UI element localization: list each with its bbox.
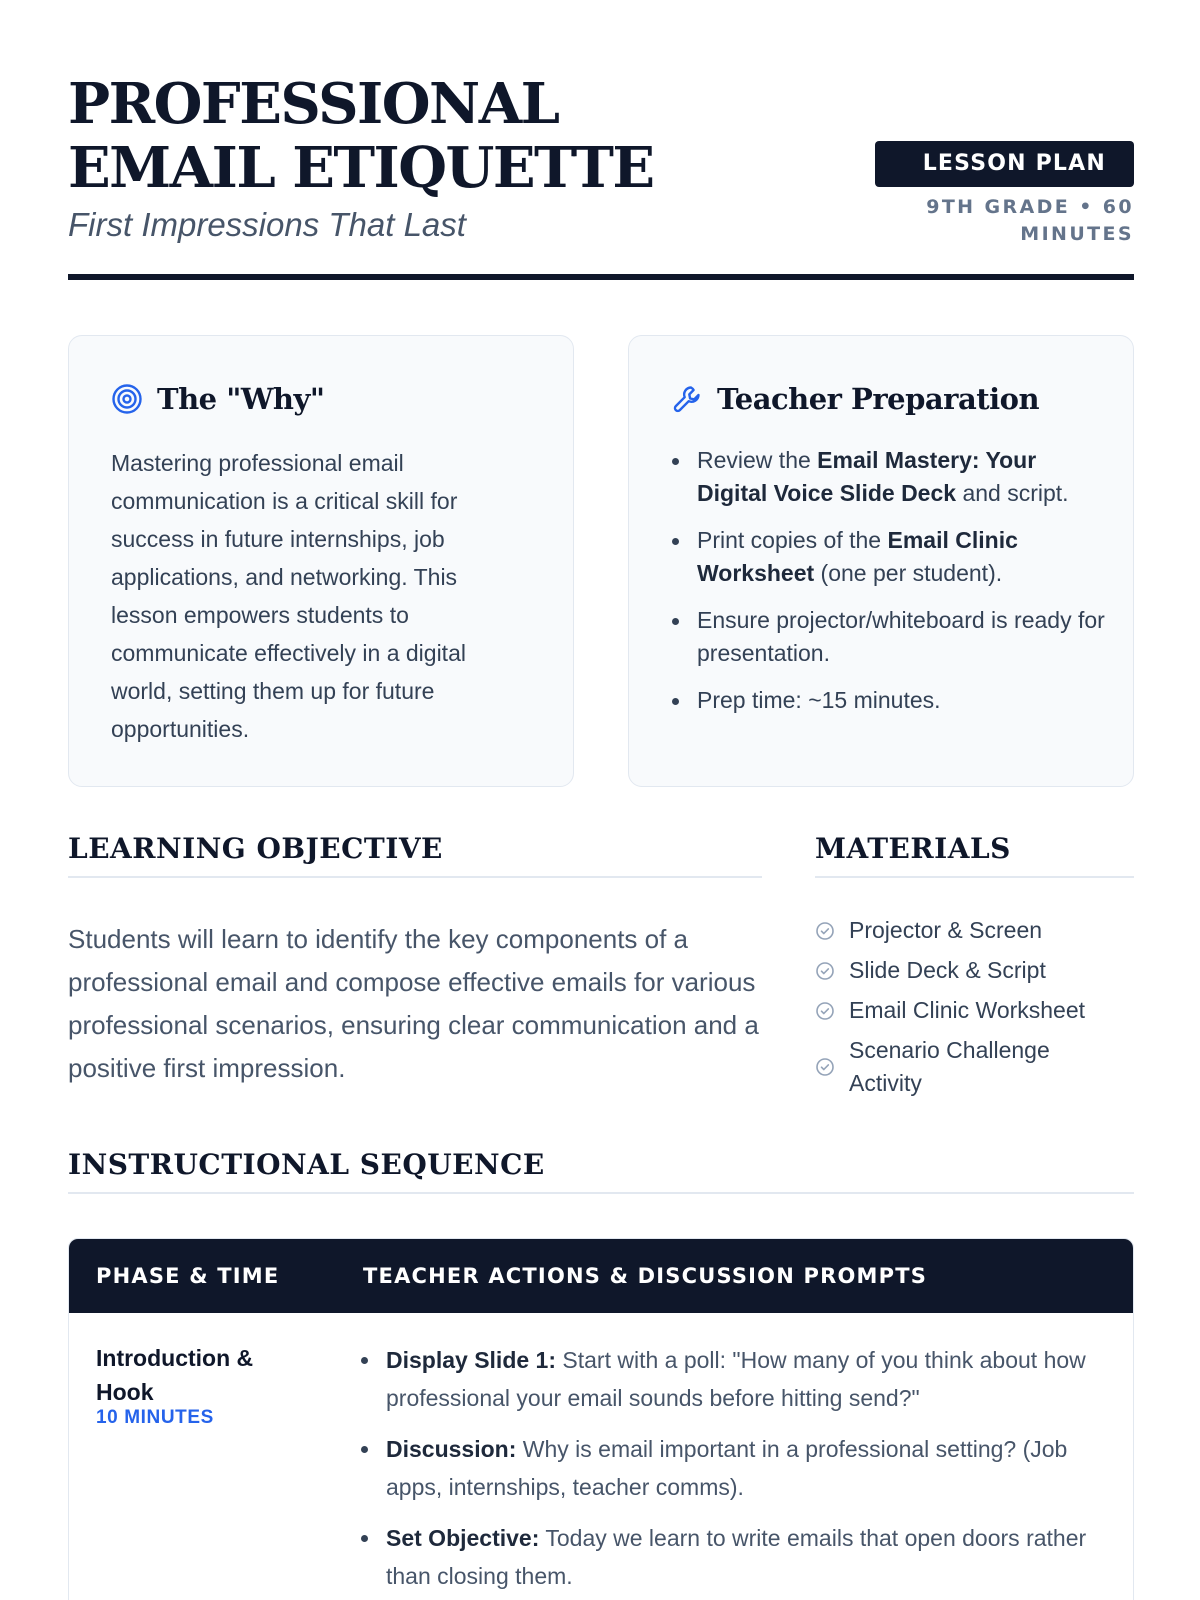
list-item: Email Clinic Worksheet xyxy=(815,994,1134,1027)
list-item: Discussion: Why is email important in a professional setting? (Job apps, internships, teacher comms). xyxy=(359,1430,1099,1506)
grade-duration: 9TH GRADE • 60 MINUTES xyxy=(926,196,1134,245)
teacher-actions-list xyxy=(359,1341,1099,1600)
header xyxy=(68,0,1134,282)
why-card-title: The "Why" xyxy=(157,382,325,416)
page-title: PROFESSIONAL EMAIL ETIQUETTE xyxy=(68,71,654,201)
phase-time: 10 MINUTES xyxy=(96,1407,214,1428)
wrench-icon xyxy=(671,383,703,415)
why-card-body: Mastering professional email communication is a critical skill for success in future internships, job applications, and networking. This lesson empowers students to communicate effectively in a digital world, setting them up for future opportunities. xyxy=(111,450,466,742)
why-card-header xyxy=(111,382,324,416)
prep-card xyxy=(628,335,1134,787)
list-item: Ensure projector/whiteboard is ready for presentation. xyxy=(671,604,1111,670)
why-card xyxy=(68,335,574,787)
objective-text: Students will learn to identify the key components of a professional email and compose effective emails for various professional scenarios, ensuring clear communication and a positive first impression. xyxy=(68,924,759,1083)
sequence-divider xyxy=(68,1192,1134,1194)
target-icon xyxy=(111,383,143,415)
check-circle-icon xyxy=(815,1001,835,1021)
materials-divider xyxy=(815,876,1134,878)
materials-list xyxy=(815,914,1134,1107)
materials-heading: MATERIALS xyxy=(815,832,1011,865)
list-item: Scenario Challenge Activity xyxy=(815,1034,1134,1100)
list-item: Prep time: ~15 minutes. xyxy=(671,684,1111,717)
list-item: Review the Email Mastery: Your Digital Voice Slide Deck and script. xyxy=(671,444,1111,510)
column-header-phase: PHASE & TIME xyxy=(96,1264,280,1288)
list-item: Projector & Screen xyxy=(815,914,1134,947)
prep-card-header xyxy=(671,382,1039,416)
prep-list xyxy=(671,444,1111,731)
lesson-plan-page xyxy=(68,0,1134,1589)
check-circle-icon xyxy=(815,961,835,981)
header-divider xyxy=(68,274,1134,280)
column-header-actions: TEACHER ACTIONS & DISCUSSION PROMPTS xyxy=(363,1264,928,1288)
lesson-plan-badge: LESSON PLAN xyxy=(875,141,1134,187)
phase-title: Introduction & Hook xyxy=(96,1345,254,1405)
objective-divider xyxy=(68,876,762,878)
objective-heading: LEARNING OBJECTIVE xyxy=(68,832,443,865)
sequence-table xyxy=(68,1238,1134,1600)
list-item: Display Slide 1: Start with a poll: "How many of you think about how professional your email sounds before hitting send?" xyxy=(359,1341,1099,1417)
list-item: Set Objective: Today we learn to write emails that open doors rather than closing them. xyxy=(359,1519,1099,1595)
list-item: Print copies of the Email Clinic Worksheet (one per student). xyxy=(671,524,1111,590)
check-circle-icon xyxy=(815,921,835,941)
page-subtitle: First Impressions That Last xyxy=(68,206,466,243)
table-header xyxy=(69,1239,1134,1313)
list-item: Slide Deck & Script xyxy=(815,954,1134,987)
sequence-heading: INSTRUCTIONAL SEQUENCE xyxy=(68,1148,545,1181)
prep-card-title: Teacher Preparation xyxy=(717,382,1040,416)
check-circle-icon xyxy=(815,1057,835,1077)
